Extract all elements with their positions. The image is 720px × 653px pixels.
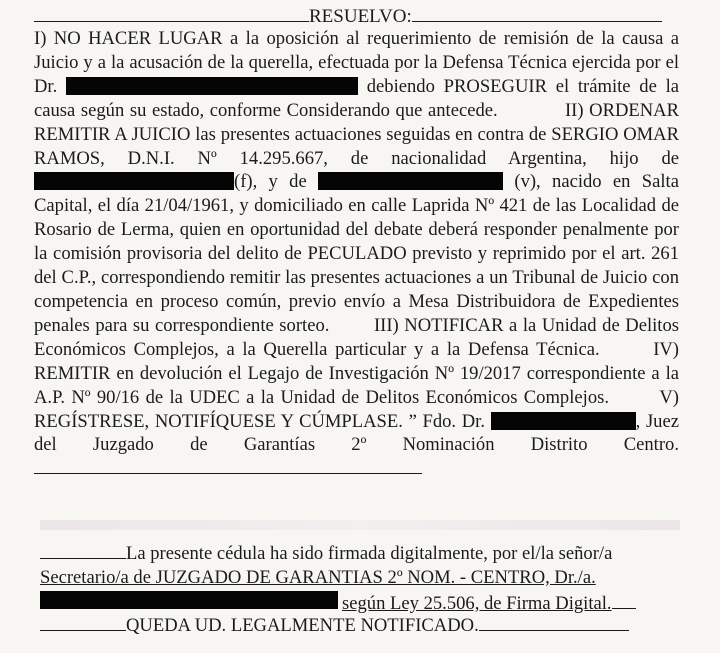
redaction-judge-name xyxy=(491,412,636,430)
item-5-district: Nominación Distrito Centro. xyxy=(402,434,679,456)
footer-line-3 xyxy=(40,591,636,615)
item-1-cont: debiendo PROSEGUIR el trámite de la causa según su estado, conforme Considerando que antecede. xyxy=(34,75,679,121)
footer-line-1 xyxy=(40,543,612,565)
footer-signature-note: La presente cédula ha sido firmada digitalmente, por el/la señor/a xyxy=(126,543,613,564)
footer-law: según Ley 25.506, de Firma Digital. xyxy=(342,593,612,614)
footer-rule-4b xyxy=(479,618,629,631)
footer-rule-3 xyxy=(612,596,636,609)
redaction-mother-name xyxy=(318,172,503,190)
footer-notified: QUEDA UD. LEGALMENTE NOTIFICADO. xyxy=(126,615,479,636)
resolution-body xyxy=(34,27,679,481)
heading-rule-left xyxy=(34,5,309,22)
item-2-father-suffix: (f), y de xyxy=(234,171,307,193)
item-5-judge: , Juez del Juzgado de Garantías 2º xyxy=(34,410,679,456)
resuelvo-heading xyxy=(34,5,674,28)
footer-rule-4a xyxy=(40,618,126,631)
redaction-father-name xyxy=(34,172,234,190)
redaction-defense-attorney xyxy=(66,77,358,95)
item-2-text: II) ORDENAR REMITIR A JUICIO las presentes actuaciones seguidas en contra de SERGIO OMAR RAMOS, D.N.I. Nº 14.295.667, de nacionalidad Argentina, hijo de xyxy=(34,99,680,169)
redaction-secretary-name xyxy=(40,591,338,609)
resuelvo-label: RESUELVO: xyxy=(309,6,412,27)
footer-line-4 xyxy=(40,615,629,637)
item-5-text: V) REGÍSTRESE, NOTIFÍQUESE Y CÚMPLASE. ” Fdo. Dr. xyxy=(34,386,679,432)
footer-secretary: Secretario/a de JUZGADO DE GARANTIAS 2º NOM. - CENTRO, Dr./a. xyxy=(40,567,596,588)
bleed-through-mark xyxy=(40,520,680,530)
item-4-text: IV) REMITIR en devolución el Legajo de Investigación Nº 19/2017 correspondiente a la A.P. Nº 90/16 de la UDEC a la Unidad de Delitos Económicos Complejos. xyxy=(34,338,679,408)
footer-rule-1 xyxy=(40,546,126,559)
footer-line-2 xyxy=(40,567,596,589)
heading-rule-right xyxy=(412,5,662,22)
item-2-cont: (v), nacido en Salta Capital, el día 21/04/1961, y domiciliado en calle Laprida Nº 421 de las Localidad de Rosario de Lerma, quien en oportunidad del debate deberá responder penalmente por la comisión provisoria del delito de PECULADO previsto y reprimido por el art. 261 del C.P., correspondiendo remitir las presentes actuaciones a un Tribunal de Juicio con competencia en proceso común, previo envío a Mesa Distribuidora de Expedientes penales para su correspondiente sorteo. xyxy=(34,171,679,336)
item-3-text: III) NOTIFICAR a la Unidad de Delitos Económicos Complejos, a la Querella particular y a la Defensa Técnica. xyxy=(34,314,679,360)
district-rule xyxy=(34,461,422,474)
item-1-text: I) NO HACER LUGAR a la oposición al requerimiento de remisión de la causa a Juicio y a la acusación de la querella, efectuada por la Defensa Técnica ejercida por el Dr. xyxy=(34,28,679,97)
